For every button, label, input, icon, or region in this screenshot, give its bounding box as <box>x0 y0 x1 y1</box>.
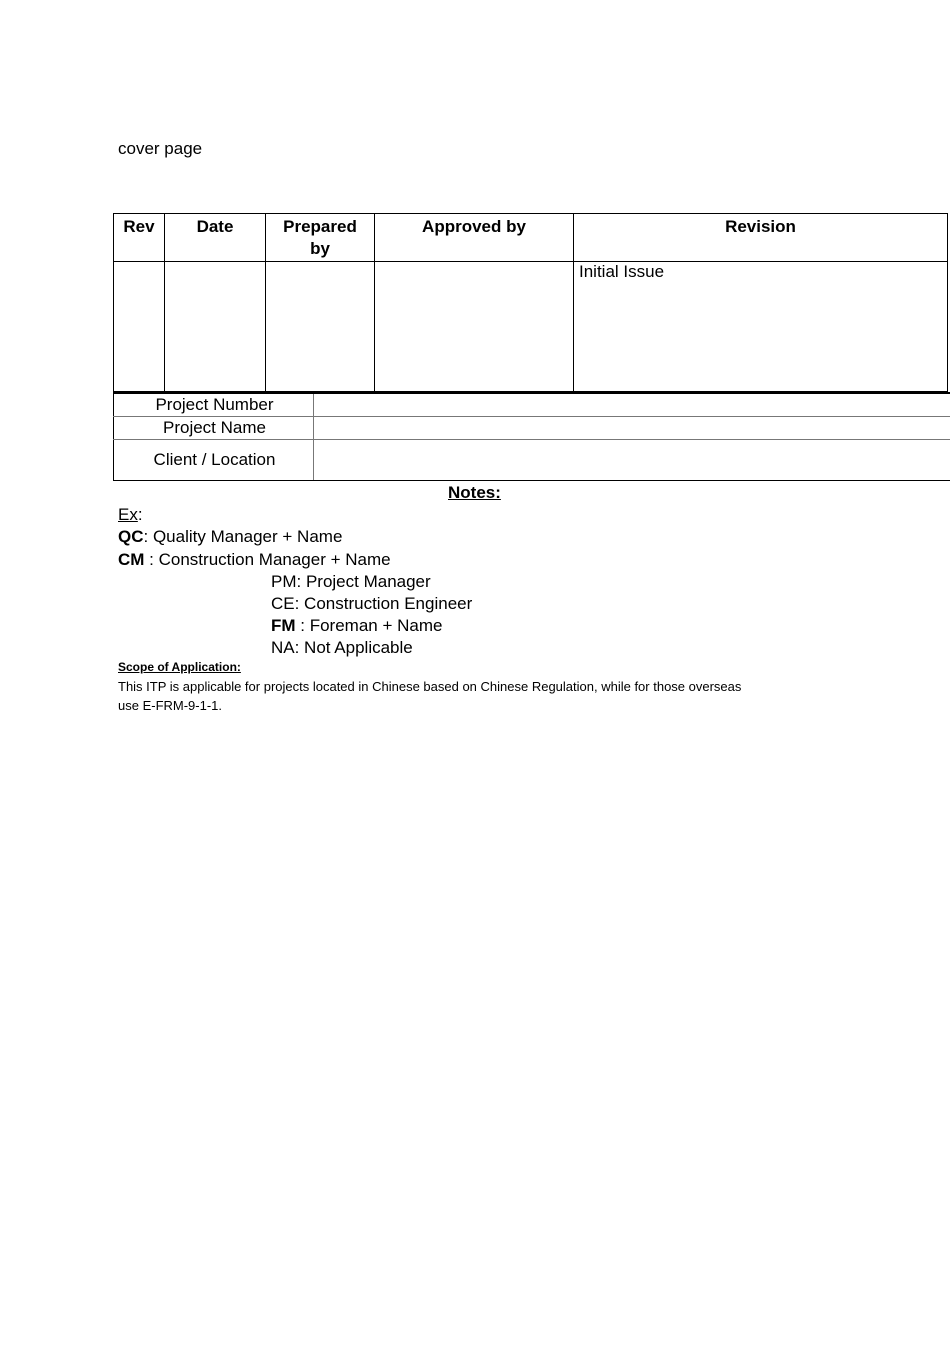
notes-cm-line <box>118 549 391 571</box>
cell-rev <box>114 262 165 392</box>
cell-approved-by <box>375 262 574 392</box>
cm-abbr: CM <box>118 550 145 569</box>
notes-qc-line <box>118 526 342 548</box>
project-number-label: Project Number <box>114 393 314 417</box>
fm-text: : Foreman + Name <box>295 616 443 635</box>
scope-text-line2: use E-FRM-9-1-1. <box>118 698 223 713</box>
project-name-row <box>114 417 950 440</box>
header-revision: Revision <box>574 214 948 262</box>
notes-pm-line: PM: Project Manager <box>271 572 431 591</box>
header-prepared-by-line1: Prepared <box>283 217 357 236</box>
project-number-value <box>314 393 950 417</box>
header-prepared-by-line2: by <box>310 239 330 258</box>
revision-table <box>113 213 948 392</box>
client-location-value <box>314 440 950 481</box>
notes-title: Notes: <box>448 483 501 502</box>
cell-revision: Initial Issue <box>574 262 948 392</box>
header-rev: Rev <box>114 214 165 262</box>
project-info-table <box>113 392 950 481</box>
cm-text: : Construction Manager + Name <box>144 550 391 569</box>
qc-abbr: QC <box>118 527 144 546</box>
cell-date <box>165 262 266 392</box>
header-approved-by: Approved by <box>375 214 574 262</box>
cover-page-label: cover page <box>118 139 203 158</box>
scope-text-line1: This ITP is applicable for projects located in Chinese based on Chinese Regulation, while for those overseas <box>118 679 742 694</box>
header-prepared-by <box>266 214 375 262</box>
project-name-value <box>314 417 950 440</box>
scope-text <box>118 677 798 715</box>
client-location-row <box>114 440 950 481</box>
notes-fm-line <box>271 615 442 637</box>
fm-abbr: FM <box>271 616 296 635</box>
scope-title: Scope of Application: <box>118 660 241 674</box>
project-name-label: Project Name <box>114 417 314 440</box>
notes-na-line: NA: Not Applicable <box>271 638 413 657</box>
client-location-label: Client / Location <box>114 440 314 481</box>
revision-table-header-row <box>114 214 948 262</box>
ex-colon: : <box>137 505 143 524</box>
qc-text: : Quality Manager + Name <box>143 527 343 546</box>
cell-prepared-by <box>266 262 375 392</box>
project-number-row <box>114 393 950 417</box>
ex-label: Ex <box>118 505 138 524</box>
header-date: Date <box>165 214 266 262</box>
notes-ce-line: CE: Construction Engineer <box>271 594 473 613</box>
table-row <box>114 262 948 392</box>
notes-ex-line <box>118 504 143 526</box>
